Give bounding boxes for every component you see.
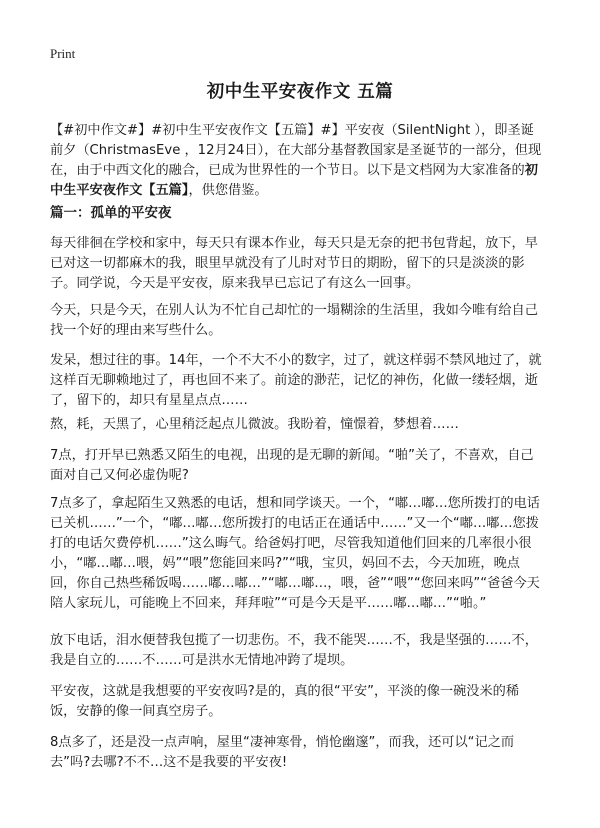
paragraph: 7点，打开早已熟悉又陌生的电视，出现的是无聊的新闻。“啪”关了，不喜欢，自己面对自己又何必虚伪呢? — [50, 448, 534, 483]
intro-text-1: 【#初中作文#】#初中生平安夜作文【五篇】#】平安夜（SilentNight ），即圣诞前夕（ChristmasEve ，12月24日），在大部分基督教国家是圣诞节的一部分，但现在，由于中西文化的融合，已成为世界性的一个节日。以下是文档网为大家准备的 — [50, 123, 542, 178]
paragraph: 放下电话，泪水便替我包揽了一切悲伤。不，我不能哭……不，我是坚强的……不，我是自立的……不……可是洪水无情地冲跨了堤坝。 — [50, 633, 538, 668]
print-label[interactable]: Print — [50, 46, 76, 61]
paragraph: 平安夜，这就是我想要的平安夜吗?是的，真的很“平安”，平淡的像一碗没米的稀饭，安静的像一间真空房子。 — [50, 684, 520, 719]
paragraph: 今天，只是今天，在别人认为不忙自己却忙的一塌糊涂的生活里，我如今唯有给自己找一个好的理由来写些什么。 — [50, 303, 538, 338]
intro-bold-text: 初中生平安夜作文【五篇】 — [50, 163, 538, 198]
paragraph: 发呆，想过往的事。14年，一个不大不小的数字，过了，就这样弱不禁风地过了，就这样百无聊赖地过了，再也回不来了。前途的渺茫，记忆的神伤，化做一缕轻烟，逝了，留下的，却只有星星点点…… — [50, 353, 542, 408]
paragraph: 8点多了，还是没一点声响，屋里“凄神寒骨，悄怆幽邃”，而我，还可以“记之而去”吗?去哪?不不…这不是我要的平安夜! — [50, 735, 515, 770]
paragraph: 熬，耗，天黑了，心里稍泛起点儿微波。我盼着，憧憬着，梦想着…… — [50, 417, 459, 432]
intro-paragraph — [50, 121, 545, 201]
paragraph: 7点多了，拿起陌生又熟悉的电话，想和同学谈天。一个，“嘟…嘟…您所拨打的电话已关机……”一个，“嘟…嘟…您所拨打的电话正在通话中……”又一个“嘟…嘟…您拨打的电话欠费停机……”这么晦气。给爸妈打吧，尽管我知道他们回来的几率很小很小，“嘟…嘟…喂，妈”“喂”您能回来吗?”“哦，宝贝，妈回不去，今天加班，晚点回，你自己热些稀饭喝……嘟…嘟…”“嘟…嘟…，喂，爸”“喂”“您回来吗”“爸爸今天陪人家玩儿，可能晚上不回来，拜拜啦”“可是今天是平……嘟…嘟…”“啪。” — [50, 496, 540, 611]
intro-text-2: ，供您借鉴。 — [188, 183, 268, 198]
section-heading: 篇一：孤单的平安夜 — [50, 205, 172, 221]
paragraph: 每天徘徊在学校和家中，每天只有课本作业，每天只是无奈的把书包背起，放下，早已对这一切都麻木的我，眼里早就没有了儿时对节日的期盼，留下的只是淡淡的影子。同学说，今天是平安夜，原来我早已忘记了有这么一回事。 — [50, 236, 538, 291]
document-title: 初中生平安夜作文 五篇 — [206, 82, 394, 102]
